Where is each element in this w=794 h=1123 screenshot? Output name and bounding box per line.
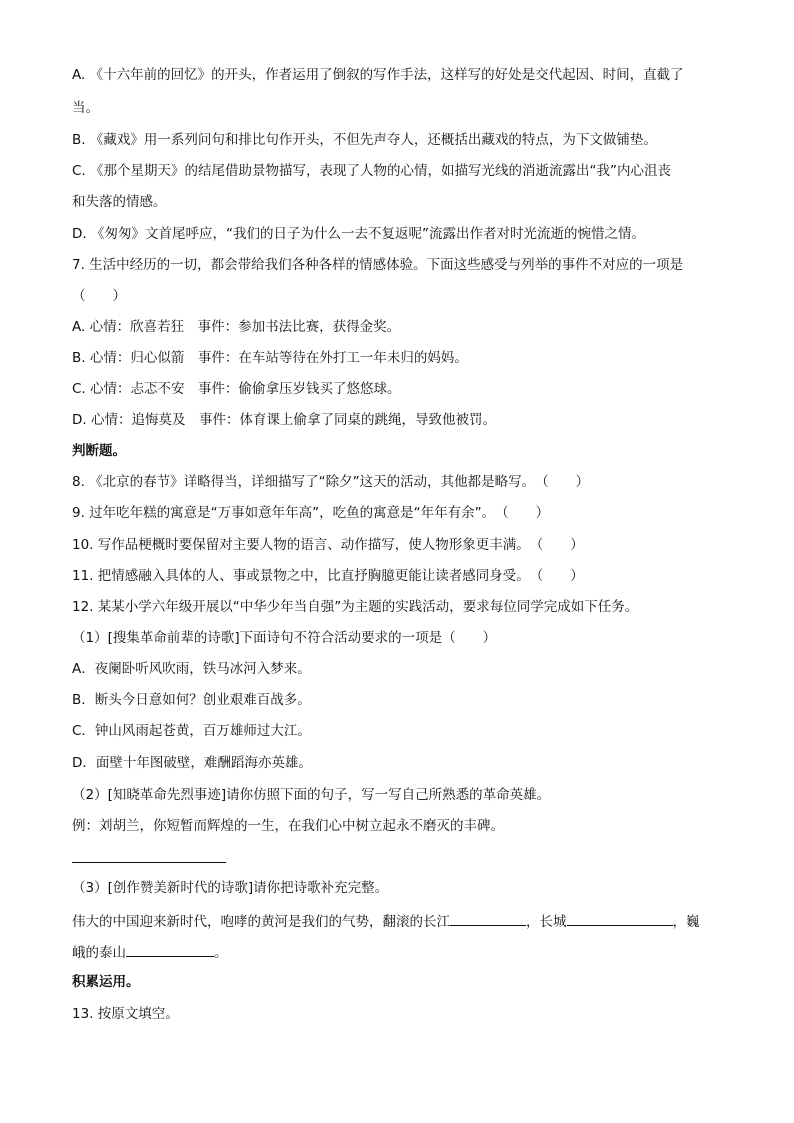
poem-text-5: 。 — [214, 945, 228, 961]
option-12-1b: B．断头今日意如何？创业艰难百战多。 — [72, 692, 311, 708]
question-8: 8. 《北京的春节》详略得当，详细描写了“除夕”这天的活动，其他都是略写。 （ ） — [72, 474, 590, 490]
question-10: 10. 写作品梗概时要保留对主要人物的语言、动作描写，使人物形象更丰满。 （ ） — [72, 537, 584, 553]
example-sentence: 例：刘胡兰，你短暂而辉煌的一生，在我们心中树立起永不磨灭的丰碑。 — [72, 818, 504, 834]
question-9: 9. 过年吃年糕的寓意是“万事如意年年高”，吃鱼的寓意是“年年有余”。 （ ） — [72, 505, 550, 521]
option-6c-line1: C. 《那个星期天》的结尾借助景物描写，表现了人物的心情，如描写光线的消逝流露出“我”内心沮丧 — [72, 163, 671, 179]
answer-line[interactable] — [72, 862, 226, 863]
poem-text-1: 伟大的中国迎来新时代，咆哮的黄河是我们的气势，翻滚的长江 — [72, 914, 450, 930]
option-7a: A. 心情：欣喜若狂 事件：参加书法比赛，获得金奖。 — [72, 319, 401, 335]
question-12-part2: （2）[知晓革命先烈事迹]请你仿照下面的句子，写一写自己所熟悉的革命英雄。 — [72, 787, 551, 803]
option-7c: C. 心情：忐忑不安 事件：偷偷拿压岁钱买了悠悠球。 — [72, 381, 401, 397]
poem-blank-changjiang[interactable] — [450, 911, 526, 926]
section-heading-accumulation: 积累运用。 — [72, 974, 140, 990]
option-7d: D. 心情：追悔莫及 事件：体育课上偷拿了同桌的跳绳，导致他被罚。 — [72, 412, 496, 428]
question-13: 13. 按原文填空。 — [72, 1006, 179, 1022]
option-6b: B. 《藏戏》用一系列问句和排比句作开头，不但先声夺人，还概括出藏戏的特点，为下文做铺垫。 — [72, 132, 657, 148]
question-12-part1: （1）[搜集革命前辈的诗歌]下面诗句不符合活动要求的一项是（ ） — [72, 630, 497, 646]
option-6d: D. 《匆匆》文首尾呼应，“我们的日子为什么一去不复返呢”流露出作者对时光流逝的惋惜之情。 — [72, 226, 645, 242]
poem-text-3: ，巍 — [672, 914, 700, 930]
question-7-line1: 7. 生活中经历的一切，都会带给我们各种各样的情感体验。下面这些感受与列举的事件不对应的一项是 — [72, 257, 684, 273]
poem-blank-taishan[interactable] — [126, 942, 214, 957]
poem-text-4: 峨的泰山 — [72, 945, 126, 961]
option-7b: B. 心情：归心似箭 事件：在车站等待在外打工一年未归的妈妈。 — [72, 350, 468, 366]
poem-line1 — [72, 911, 700, 931]
option-6c-line2: 和失落的情感。 — [72, 194, 167, 210]
question-12-part3: （3）[创作赞美新时代的诗歌]请你把诗歌补充完整。 — [72, 880, 389, 896]
option-6a-line1: A. 《十六年前的回忆》的开头，作者运用了倒叙的写作手法，这样写的好处是交代起因、时间，直截了 — [72, 67, 684, 83]
option-12-1a: A．夜阑卧听风吹雨，铁马冰河入梦来。 — [72, 661, 311, 677]
question-12: 12. 某某小学六年级开展以“中华少年当自强”为主题的实践活动，要求每位同学完成如下任务。 — [72, 599, 639, 615]
question-11: 11. 把情感融入具体的人、事或景物之中，比直抒胸臆更能让读者感同身受。 （ ） — [72, 568, 584, 584]
option-12-1d: D．面壁十年图破壁，难酬蹈海亦英雄。 — [72, 755, 312, 771]
poem-line2 — [72, 942, 228, 962]
poem-text-2: ，长城 — [526, 914, 567, 930]
section-heading-judgement: 判断题。 — [72, 443, 126, 459]
option-12-1c: C．钟山风雨起苍黄，百万雄师过大江。 — [72, 723, 311, 739]
poem-blank-changcheng[interactable] — [567, 911, 673, 926]
option-6a-line2: 当。 — [72, 100, 99, 116]
question-7-line2: （ ） — [72, 288, 126, 304]
